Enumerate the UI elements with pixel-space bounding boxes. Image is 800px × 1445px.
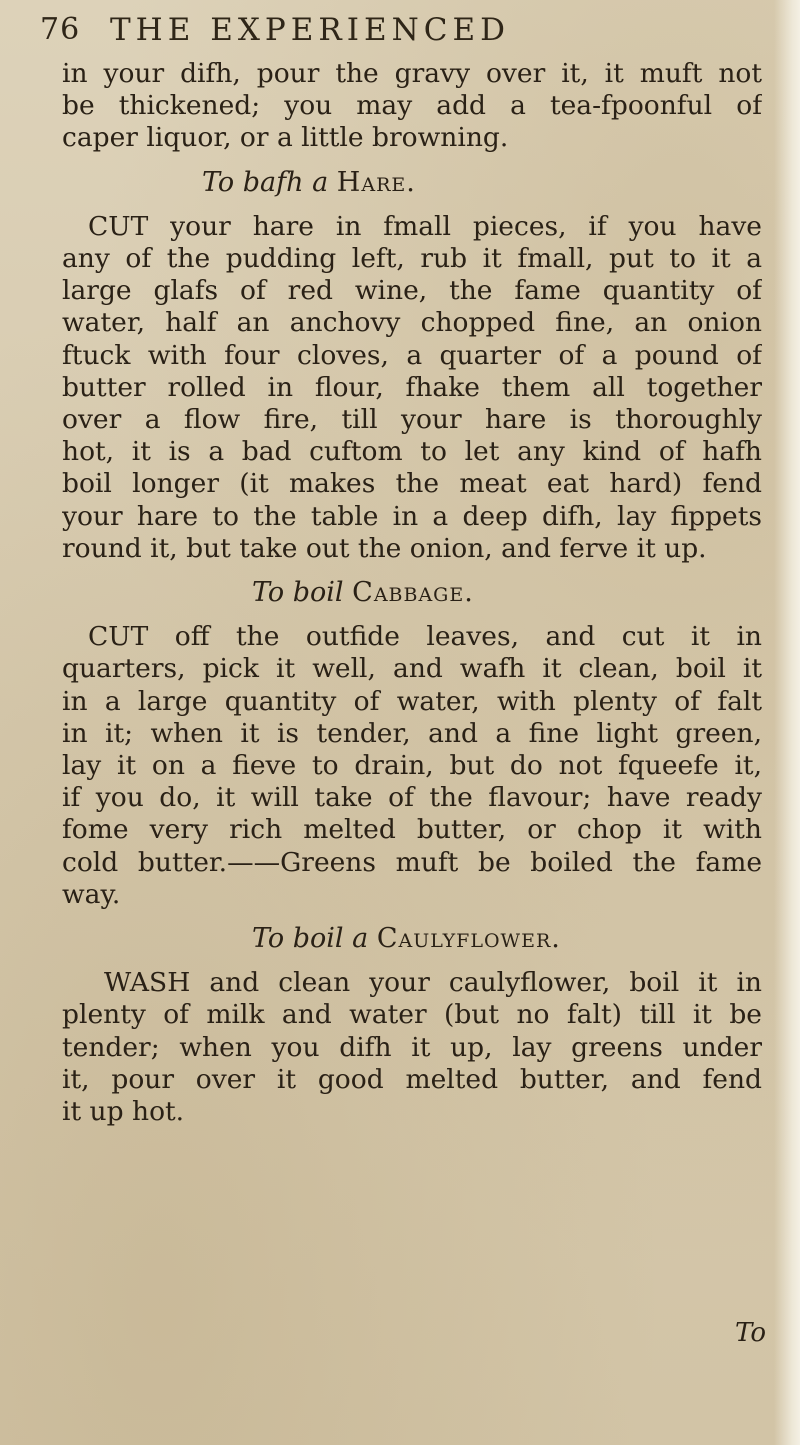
text-line: in a large quantity of water, with plenty of falt [62,685,762,717]
text-line: WASH and clean your caulyflower, boil it in [104,967,762,999]
text-line: boil longer (it makes the meat eat hard) fend [62,468,762,500]
text-line: hot, it is a bad cuftom to let any kind of hafh [62,436,762,468]
text-line: if you do, it will take of the flavour; have ready [62,782,762,814]
text-line: round it, but take out the onion, and ferve it up. [62,532,707,564]
body-text [62,58,762,1128]
text-line: way. [62,878,121,910]
recipe-title-hare [62,167,762,199]
recipe-title-prefix: To boil [252,577,344,609]
text-line: plenty of milk and water (but no falt) till it be [62,999,762,1031]
text-line: it up hot. [62,1096,185,1128]
text-line: over a flow fire, till your hare is thoroughly [62,404,762,436]
text-line: cold butter.——Greens muft be boiled the fame [62,846,762,878]
text-line: any of the pudding left, rub it fmall, put to it a [62,243,762,275]
text-line: CUT your hare in fmall pieces, if you have [88,210,762,242]
running-title: THE EXPERIENCED [110,12,510,48]
recipe-title-caulyflower [62,923,762,955]
text-line: quarters, pick it well, and wafh it clean, boil it [62,653,762,685]
catchword: To [735,1318,766,1348]
text-line: in your difh, pour the gravy over it, it muft not [62,58,762,89]
recipe-title-name: Hare. [336,166,416,198]
text-line: lay it on a fieve to drain, but do not fqueefe it, [62,750,762,782]
text-line: tender; when you difh it up, lay greens under [62,1031,762,1063]
page-header [40,12,760,56]
text-line: large glafs of red wine, the fame quantity of [62,275,762,307]
text-line: in it; when it is tender, and a fine light green, [62,717,762,749]
text-line: it, pour over it good melted butter, and fend [62,1063,762,1095]
text-line: CUT off the outfide leaves, and cut it in [88,621,762,653]
recipe-title-name: Cabbage. [352,577,474,609]
recipe-title-prefix: To boil a [252,923,369,955]
text-line: fome very rich melted butter, or chop it with [62,814,762,846]
text-line: be thickened; you may add a tea-fpoonful of [62,90,762,122]
text-line: ftuck with four cloves, a quarter of a pound of [62,339,762,371]
text-line: butter rolled in flour, fhake them all together [62,371,762,403]
text-line: water, half an anchovy chopped fine, an onion [62,307,762,339]
text-line: your hare to the table in a deep difh, lay fippets [62,500,762,532]
text-line: caper liquor, or a little browning. [62,122,509,154]
recipe-title-name: Caulyflower. [376,923,561,955]
recipe-title-prefix: To bafh a [202,166,329,198]
page-number: 76 [40,12,81,47]
recipe-title-cabbage [62,577,762,609]
page-edge [774,0,800,1445]
